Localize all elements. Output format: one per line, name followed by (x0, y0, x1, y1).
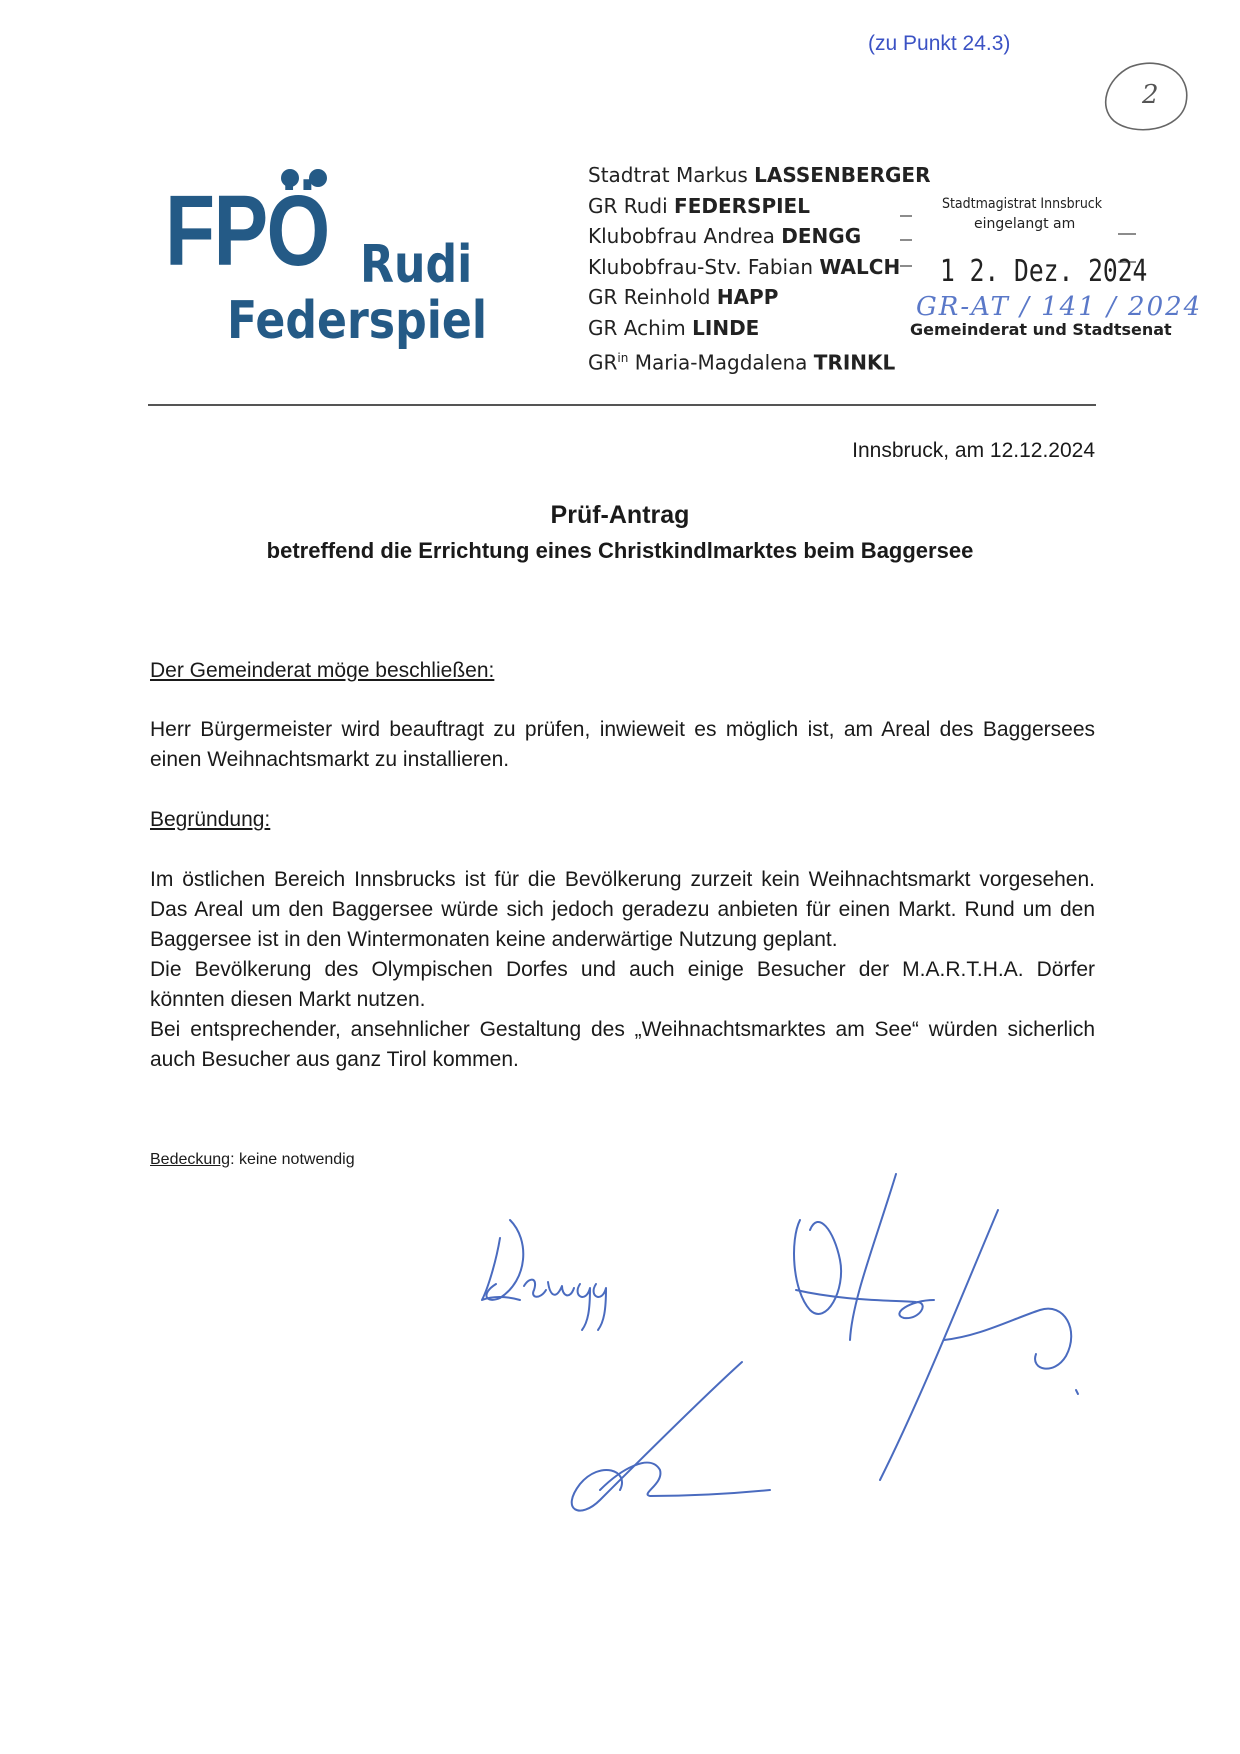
stamp-office: Stadtmagistrat Innsbruck (942, 196, 1103, 212)
resolution-text: Herr Bürgermeister wird beauftragt zu prüfen, inwieweit es möglich ist, am Areal des Baggersees einen Weihnachtsmarkt zu installieren. (150, 718, 1095, 771)
document-title: Prüf-Antrag (550, 501, 690, 529)
member-item: Stadtrat Markus LASSENBERGER (588, 163, 931, 187)
member-item: GR Achim LINDE (588, 315, 760, 340)
reason-paragraph: Im östlichen Bereich Innsbrucks ist für die Bevölkerung zurzeit kein Weihnachtsmarkt vorgesehen. Das Areal um den Baggersee würde sich jedoch geradezu anbieten für einen Markt. Rund um den Baggersee ist in den Wintermonaten keine anderwärtige Nutzung geplant. (150, 868, 1095, 951)
resolution-heading: Der Gemeinderat möge beschließen: (150, 659, 495, 682)
member-item: Klubobfrau-Stv. Fabian WALCH (588, 254, 901, 279)
logo-last-name: Federspiel (227, 291, 488, 351)
signature-dengg (482, 1220, 606, 1330)
reason-heading: Begründung: (150, 808, 271, 831)
logo-first-name: Rudi (360, 235, 473, 295)
stamp-file-number: GR-AT / 141 / 2024 (916, 292, 1203, 322)
place-date: Innsbruck, am 12.12.2024 (852, 439, 1095, 462)
reason-paragraph: Bei entsprechender, ansehnlicher Gestaltung des „Weihnachtsmarktes am See“ würden sicherlich auch Besucher aus ganz Tirol kommen. (150, 1018, 1095, 1071)
signature-right (794, 1174, 1078, 1480)
coverage-value: : keine notwendig (230, 1151, 355, 1168)
reason-paragraph: Die Bevölkerung des Olympischen Dorfes und auch einige Besucher der M.A.R.T.H.A. Dörfer könnten diesen Markt nutzen. (150, 958, 1095, 1011)
member-item: Klubobfrau Andrea DENGG (588, 224, 862, 248)
stamp-received-label: eingelangt am (974, 216, 1076, 232)
circled-number-text: 2 (1142, 80, 1159, 110)
logo-party-name: FPÖ (165, 175, 329, 287)
member-item: GR Rudi FEDERSPIEL (588, 193, 810, 218)
document-subtitle: betreffend die Errichtung eines Christkindlmarktes beim Baggersee (266, 538, 974, 563)
stamp-date: 1 2. Dez. 2024 (940, 254, 1148, 289)
signature-lower (572, 1362, 770, 1511)
member-item: GR Reinhold HAPP (588, 285, 779, 309)
stamp-department: Gemeinderat und Stadtsenat (910, 320, 1172, 339)
agenda-reference: (zu Punkt 24.3) (868, 32, 1011, 55)
member-item: $GR^{in}$ Maria-Magdalena TRINKL (588, 350, 896, 375)
coverage-label: Bedeckung (150, 1151, 231, 1168)
